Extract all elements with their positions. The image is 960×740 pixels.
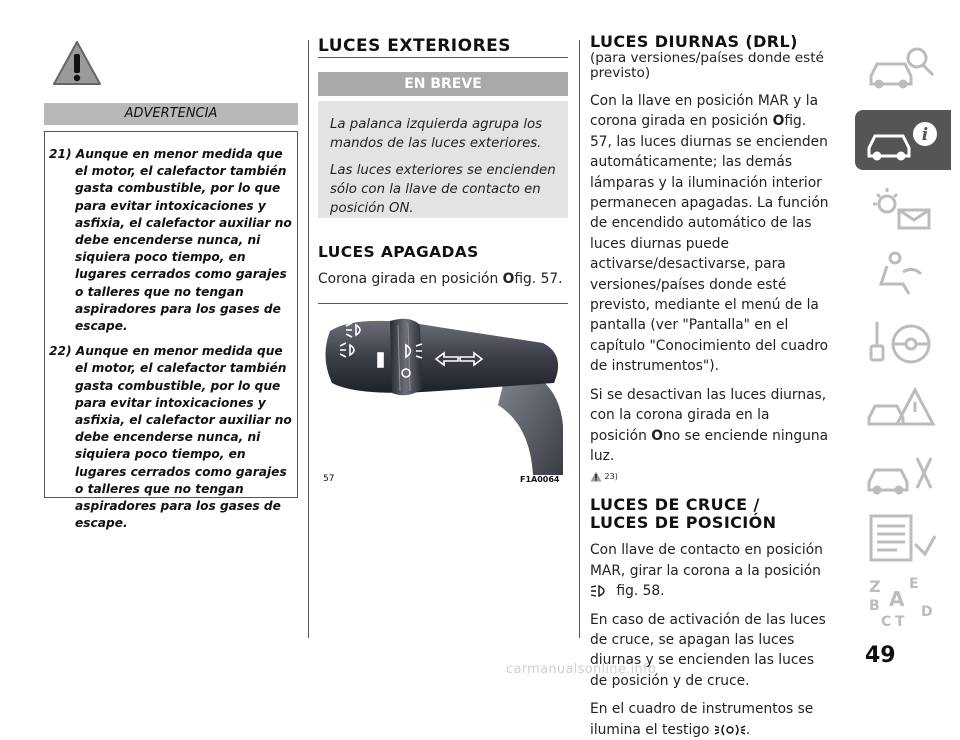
seat-airbag-icon bbox=[865, 250, 941, 298]
cruce-title: LUCES DE CRUCE / LUCES DE POSICIÓN bbox=[590, 495, 777, 533]
watermark-text: carmanualsonline.info bbox=[506, 662, 657, 677]
warning-triangle-icon bbox=[590, 471, 602, 482]
specs-list-icon bbox=[865, 514, 941, 562]
tab-seat-airbag[interactable] bbox=[855, 244, 951, 304]
warning-heading: ADVERTENCIA bbox=[44, 103, 298, 125]
svg-text:B: B bbox=[869, 598, 880, 614]
tab-alphabet-index[interactable] bbox=[855, 570, 951, 630]
warning-item-22: 22) Aunque en menor medida que el motor, el calefactor también gasta combustible, por lo que para evitar intoxicaciones y asfixia, el calefactor auxiliar no debe encenderse nunca, ni siquiera poco tiempo, en lugares cerrados como garajes o talleres que no tengan aspiradores para los gases de escape. bbox=[49, 344, 292, 531]
car-info-icon bbox=[865, 116, 941, 164]
figure-top-rule bbox=[318, 303, 568, 304]
column-divider bbox=[308, 40, 309, 638]
svg-text:A: A bbox=[889, 587, 905, 611]
drl-title: LUCES DIURNAS (DRL) bbox=[590, 32, 798, 51]
cruce-paragraph-3: En el cuadro de instrumentos se ilumina el testigo . bbox=[590, 701, 814, 738]
warning-triangle-icon bbox=[52, 40, 102, 88]
figure-code: F1A0064 bbox=[520, 475, 560, 484]
warning-lights-icon bbox=[865, 186, 941, 234]
figure-number: 57 bbox=[323, 474, 335, 484]
apagadas-text: Corona girada en posición Ofig. 57. bbox=[318, 271, 563, 287]
drl-subtitle: (para versiones/países donde esté previsto) bbox=[590, 50, 824, 81]
tab-car-info[interactable] bbox=[855, 110, 951, 170]
tab-car-breakdown[interactable] bbox=[855, 378, 951, 438]
alphabet-index-icon bbox=[865, 576, 941, 628]
low-beam-icon bbox=[590, 584, 612, 598]
drl-paragraph-1: Con la llave en posición MAR y la corona girada en posición Ofig. 57, las luces diurnas se encienden automáticamente; las demás lámparas y la iluminación interior permanecen apagadas. La función de encendido automático de las luces diurnas puede activarse/desactivarse, para versiones/países donde esté previsto, mediante el menú de la pantalla (ver "Pantalla" en el capítulo "Conocimiento del cuadro de instrumentos"). bbox=[590, 93, 829, 375]
brief-text: Las luces exteriores se encienden sólo con la llave de contacto en posición ON. bbox=[330, 163, 556, 216]
apagadas-title: LUCES APAGADAS bbox=[318, 243, 479, 261]
light-stalk-figure bbox=[318, 305, 568, 491]
tab-car-search[interactable] bbox=[855, 38, 951, 98]
title-underline bbox=[318, 57, 568, 58]
cruce-paragraph-1: Con llave de contacto en posición MAR, girar la corona a la posición fig. 58. bbox=[590, 542, 823, 600]
tab-car-service[interactable] bbox=[855, 444, 951, 504]
tab-specs-list[interactable] bbox=[855, 508, 951, 568]
svg-text:E: E bbox=[909, 576, 919, 592]
position-lights-icon bbox=[714, 723, 746, 737]
car-breakdown-icon bbox=[865, 384, 941, 432]
cruce-paragraph-2: En caso de activación de las luces de cruce, se apagan las luces diurnas y se encienden las luces de posición y de cruce. bbox=[590, 611, 826, 689]
svg-text:D: D bbox=[921, 604, 933, 620]
drl-paragraph-2: Si se desactivan las luces diurnas, con la corona girada en la posición Ono se enciende ninguna luz. bbox=[590, 386, 829, 464]
tab-steering-key[interactable] bbox=[855, 312, 951, 372]
car-service-icon bbox=[865, 450, 941, 498]
svg-text:C: C bbox=[881, 614, 892, 628]
section-title: LUCES EXTERIORES bbox=[318, 36, 512, 56]
warning-item-21: 21) Aunque en menor medida que el motor, el calefactor también gasta combustible, por lo que para evitar intoxicaciones y asfixia, el calefactor auxiliar no debe encenderse nunca, ni siquiera poco tiempo, en lugares cerrados como garajes o talleres que no tengan aspiradores para los gases de escape. bbox=[49, 147, 292, 334]
brief-box bbox=[318, 101, 568, 218]
steering-key-icon bbox=[865, 318, 941, 366]
page-number: 49 bbox=[865, 643, 896, 668]
svg-text:T: T bbox=[895, 614, 905, 628]
svg-text:Z: Z bbox=[869, 577, 881, 596]
column-divider bbox=[579, 40, 580, 638]
warning-box bbox=[44, 131, 298, 531]
car-search-icon bbox=[865, 44, 941, 92]
svg-text:i: i bbox=[921, 125, 929, 145]
brief-heading: EN BREVE bbox=[318, 72, 568, 96]
tab-warning-lights[interactable] bbox=[855, 180, 951, 240]
drl-warning-ref: 23) bbox=[590, 470, 830, 484]
brief-text: La palanca izquierda agrupa los mandos de las luces exteriores. bbox=[330, 117, 543, 151]
